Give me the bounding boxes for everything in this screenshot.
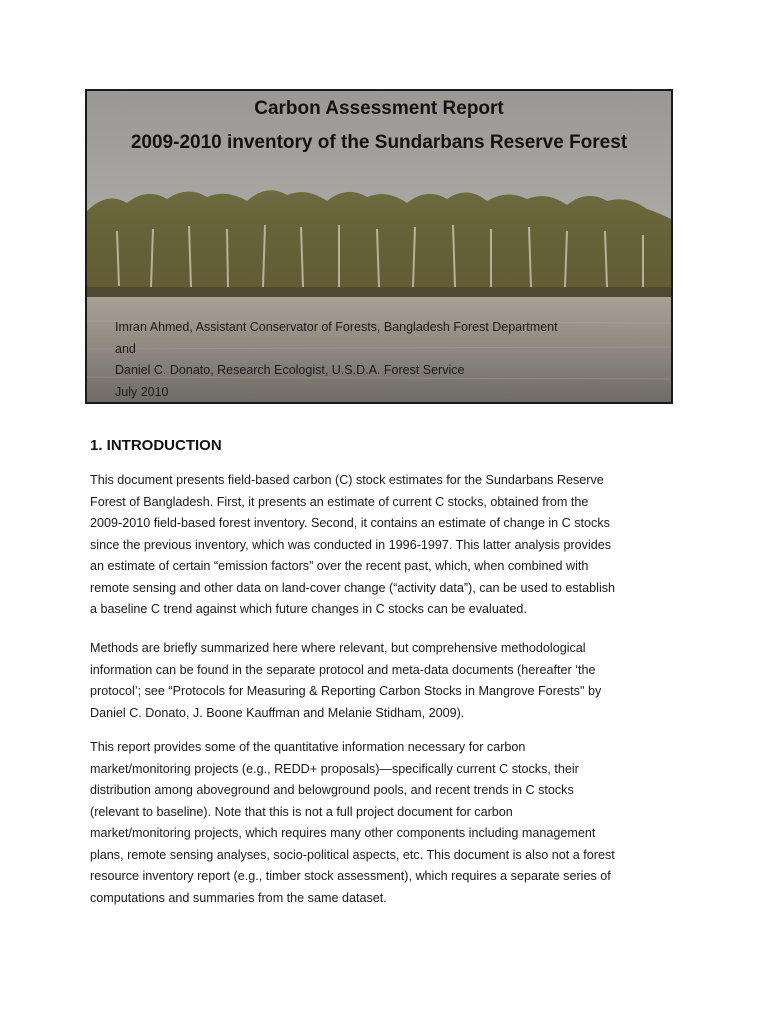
text-line: market/monitoring projects, which requires many other components including management xyxy=(90,826,596,840)
author-credits xyxy=(115,317,558,403)
report-date: July 2010 xyxy=(115,384,169,399)
text-line: since the previous inventory, which was conducted in 1996-1997. This latter analysis provides xyxy=(90,537,612,552)
text-line: computations and summaries from the same dataset. xyxy=(90,890,387,905)
text-line: plans, remote sensing analyses, socio-political aspects, etc. This document is also not a forest xyxy=(90,847,615,862)
text-line: a baseline C trend against which future changes in C stocks can be evaluated. xyxy=(90,602,527,616)
text-line: market/monitoring projects (e.g., REDD+ proposals)—specifically current C stocks, their xyxy=(90,761,579,776)
text-line: protocol’; see “Protocols for Measuring & Reporting Carbon Stocks in Mangrove Forests" by xyxy=(90,684,602,698)
paragraph xyxy=(90,638,675,724)
report-subtitle: 2009-2010 inventory of the Sundarbans Reserve Forest xyxy=(130,132,628,153)
text-line: This document presents field-based carbon (C) stock estimates for the Sundarbans Reserve xyxy=(90,473,604,487)
text-line: resource inventory report (e.g., timber stock assessment), which requires a separate series of xyxy=(90,869,611,883)
text-line: an estimate of certain “emission factors” over the recent past, which, when combined with xyxy=(90,559,589,573)
text-line: (relevant to baseline). Note that this is not a full project document for carbon xyxy=(90,804,513,819)
text-line: Daniel C. Donato, J. Boone Kauffman and Melanie Stidham, 2009). xyxy=(90,705,465,720)
text-line: Forest of Bangladesh. First, it presents an estimate of current C stocks, obtained from the xyxy=(90,494,589,509)
author-conjunction: and xyxy=(115,341,136,356)
report-title: Carbon Assessment Report xyxy=(254,98,504,119)
text-line: 2009-2010 field-based forest inventory. Second, it contains an estimate of change in C stocks xyxy=(90,516,610,530)
author-line: Daniel C. Donato, Research Ecologist, U.S.D.A. Forest Service xyxy=(115,363,465,377)
paragraph xyxy=(90,737,675,909)
author-line: Imran Ahmed, Assistant Conservator of Forests, Bangladesh Forest Department xyxy=(115,320,558,334)
section-heading: 1. INTRODUCTION xyxy=(90,437,222,454)
text-line: Methods are briefly summarized here where relevant, but comprehensive methodological xyxy=(90,641,586,655)
cover-panel xyxy=(85,89,673,404)
text-line: information can be found in the separate protocol and meta-data documents (hereafter ‘the xyxy=(90,662,596,677)
text-line: This report provides some of the quantitative information necessary for carbon xyxy=(90,740,526,754)
text-line: remote sensing and other data on land-cover change (“activity data”), can be used to establish xyxy=(90,580,616,595)
text-line: distribution among aboveground and belowground pools, and recent trends in C stocks xyxy=(90,783,574,797)
paragraph xyxy=(90,470,675,621)
